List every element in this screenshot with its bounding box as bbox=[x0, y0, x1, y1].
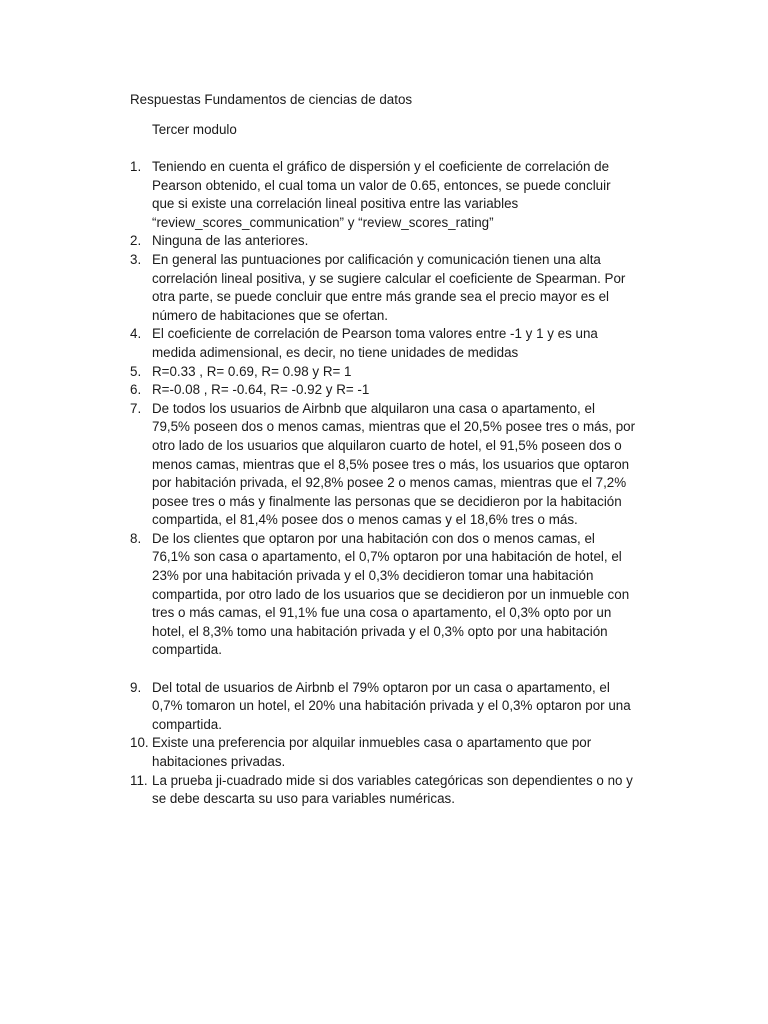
document-subtitle: Tercer modulo bbox=[152, 122, 237, 137]
answer-text: El coeficiente de correlación de Pearson toma valores entre -1 y 1 y es una medida adimensional, es decir, no tiene unidades de medidas bbox=[152, 326, 598, 360]
answer-text: Ninguna de las anteriores. bbox=[152, 233, 309, 249]
answer-item-6 bbox=[130, 381, 636, 400]
answer-number: 6. bbox=[130, 382, 142, 398]
answer-text: De los clientes que optaron por una habitación con dos o menos camas, el 76,1% son casa o apartamento, el 0,7% optaron por una habitación de hotel, el 23% por una habitación privada y el 0,3% decidieron tomar una habitación compartida, por otro lado de los usuarios que se decidieron por un inmueble con tres o más camas, el 91,1% fue una cosa o apartamento, el 0,3% opto por un hotel, el 8,3% tomo una habitación privada y el 0,3% opto por una habitación compartida. bbox=[152, 530, 630, 658]
answer-text: R=-0.08 , R= -0.64, R= -0.92 y R= -1 bbox=[152, 382, 370, 398]
answer-item-1 bbox=[130, 158, 636, 232]
answer-item-3 bbox=[130, 251, 636, 325]
answer-text: De todos los usuarios de Airbnb que alquilaron una casa o apartamento, el 79,5% poseen dos o menos camas, mientras que el 20,5% posee tres o más, por otro lado de los usuarios que alquilaron cuarto de hotel, el 91,5% poseen dos o menos camas, mientras que el 8,5% posee tres o más, los usuarios que optaron por habitación privada, el 92,8% posee 2 o menos camas, mientras que el 7,2% posee tres o más y finalmente las personas que se decidieron por la habitación compartida, el 81,4% posee dos o menos camas y el 18,6% tres o más. bbox=[152, 400, 636, 528]
answer-number: 2. bbox=[130, 233, 142, 249]
answer-text: Del total de usuarios de Airbnb el 79% optaron por un casa o apartamento, el 0,7% tomaron un hotel, el 20% una habitación privada y el 0,3% optaron por una compartida. bbox=[152, 679, 631, 732]
answer-text: La prueba ji-cuadrado mide si dos variables categóricas son dependientes o no y se debe descarta su uso para variables numéricas. bbox=[152, 772, 633, 807]
document-title: Respuestas Fundamentos de ciencias de datos bbox=[130, 92, 413, 107]
answer-number: 7. bbox=[130, 400, 142, 416]
answer-item-7 bbox=[130, 400, 636, 530]
answer-number: 11. bbox=[130, 772, 148, 788]
answer-item-10 bbox=[130, 734, 636, 771]
answer-text: R=0.33 , R= 0.69, R= 0.98 y R= 1 bbox=[152, 363, 352, 379]
answer-number: 5. bbox=[130, 363, 142, 379]
answer-item-11 bbox=[130, 772, 636, 809]
answer-number: 1. bbox=[130, 159, 142, 174]
answer-text: En general las puntuaciones por calificación y comunicación tienen una alta correlación lineal positiva, y se sugiere calcular el coeficiente de Spearman. Por otra parte, se puede concluir que entre más grande sea el precio mayor es el número de habitaciones que se ofertan. bbox=[152, 251, 626, 323]
answer-item-5 bbox=[130, 363, 636, 382]
answer-number: 4. bbox=[130, 326, 142, 342]
answer-number: 10. bbox=[130, 735, 149, 751]
answer-number: 8. bbox=[130, 530, 142, 546]
answer-item-4 bbox=[130, 325, 636, 362]
answer-number: 3. bbox=[130, 251, 142, 267]
answer-text: Existe una preferencia por alquilar inmuebles casa o apartamento que por habitaciones privadas. bbox=[152, 735, 592, 769]
answer-list bbox=[130, 158, 636, 809]
answer-number: 9. bbox=[130, 679, 142, 695]
answer-text: Teniendo en cuenta el gráfico de dispersión y el coeficiente de correlación de Pearson obtenido, el cual toma un valor de 0.65, entonces, se puede concluir que si existe una correlación lineal positiva entre las variables “review_scores_communication” y “review_scores_rating” bbox=[152, 159, 611, 230]
answer-item-8 bbox=[130, 530, 636, 660]
answer-item-2 bbox=[130, 232, 636, 251]
answer-item-9 bbox=[130, 679, 636, 735]
